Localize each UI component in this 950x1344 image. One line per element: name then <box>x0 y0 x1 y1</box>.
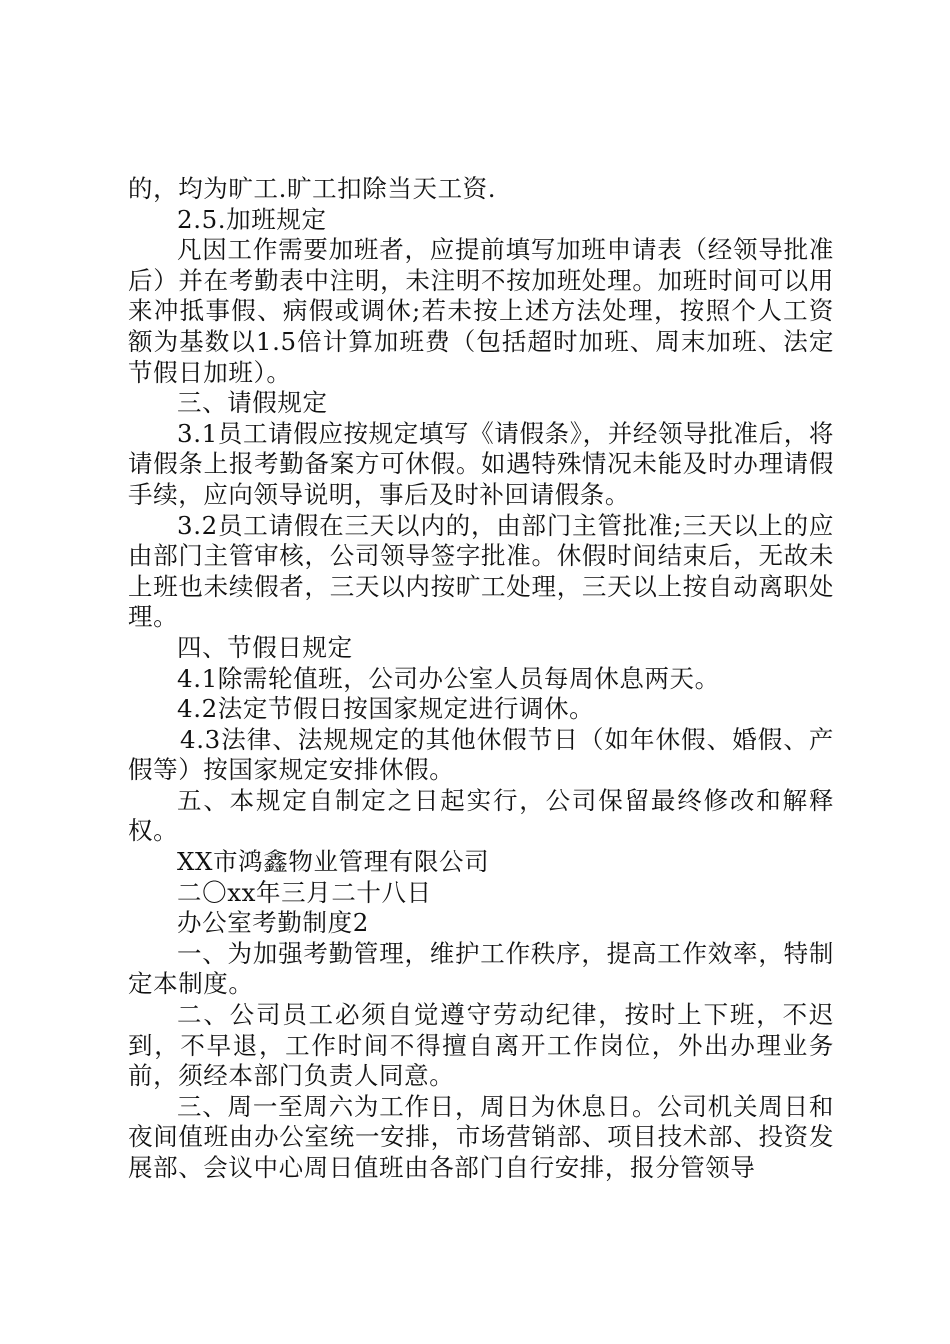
paragraph-holiday-4-2: 4.2法定节假日按国家规定进行调休。 <box>177 694 595 724</box>
document-date: 二〇xx年三月二十八日 <box>177 877 432 907</box>
paragraph-holiday-4-3: 4.3法律、法规规定的其他休假节日（如年休假、婚假、产假等）按国家规定安排休假。 <box>128 724 834 785</box>
heading-leave-rules: 三、请假规定 <box>177 388 328 418</box>
paragraph-attendance-2: 二、公司员工必须自觉遵守劳动纪律，按时上下班，不迟到，不早退，工作时间不得擅自离开工作岗位，外出办理业务前，须经本部门负责人同意。 <box>128 1000 834 1091</box>
paragraph-absence-tail: 的，均为旷工.旷工扣除当天工资. <box>128 174 497 203</box>
paragraph-leave-3-2: 3.2员工请假在三天以内的，由部门主管批准;三天以上的应由部门主管审核，公司领导签字批准。休假时间结束后，无故未上班也未续假者，三天以内按旷工处理，三天以上按自动离职处理。 <box>128 510 834 632</box>
paragraph-attendance-3: 三、周一至周六为工作日，周日为休息日。公司机关周日和夜间值班由办公室统一安排，市场营销部、项目技术部、投资发展部、会议中心周日值班由各部门自行安排，报分管领导 <box>128 1091 834 1182</box>
heading-overtime-rules: 2.5.加班规定 <box>177 204 327 234</box>
paragraph-leave-3-1: 3.1员工请假应按规定填写《请假条》，并经领导批准后，将请假条上报考勤备案方可休假。如遇特殊情况未能及时办理请假手续，应向领导说明，事后及时补回请假条。 <box>128 418 834 509</box>
paragraph-overtime: 凡因工作需要加班者，应提前填写加班申请表（经领导批准后）并在考勤表中注明，未注明不按加班处理。加班时间可以用来冲抵事假、病假或调休;若未按上述方法处理，按照个人工资额为基数以1.5倍计算加班费（包括超时加班、周末加班、法定节假日加班）。 <box>128 235 834 387</box>
paragraph-effective-clause: 五、本规定自制定之日起实行，公司保留最终修改和解释权。 <box>128 785 834 846</box>
paragraph-holiday-4-1: 4.1除需轮值班，公司办公室人员每周休息两天。 <box>177 663 720 693</box>
paragraph-attendance-1: 一、为加强考勤管理，维护工作秩序，提高工作效率，特制定本制度。 <box>128 938 834 999</box>
section-title-attendance-2: 办公室考勤制度2 <box>177 908 369 938</box>
heading-holiday-rules: 四、节假日规定 <box>177 632 353 662</box>
document-body <box>128 174 834 1184</box>
company-signature: XX市鸿鑫物业管理有限公司 <box>177 847 490 877</box>
